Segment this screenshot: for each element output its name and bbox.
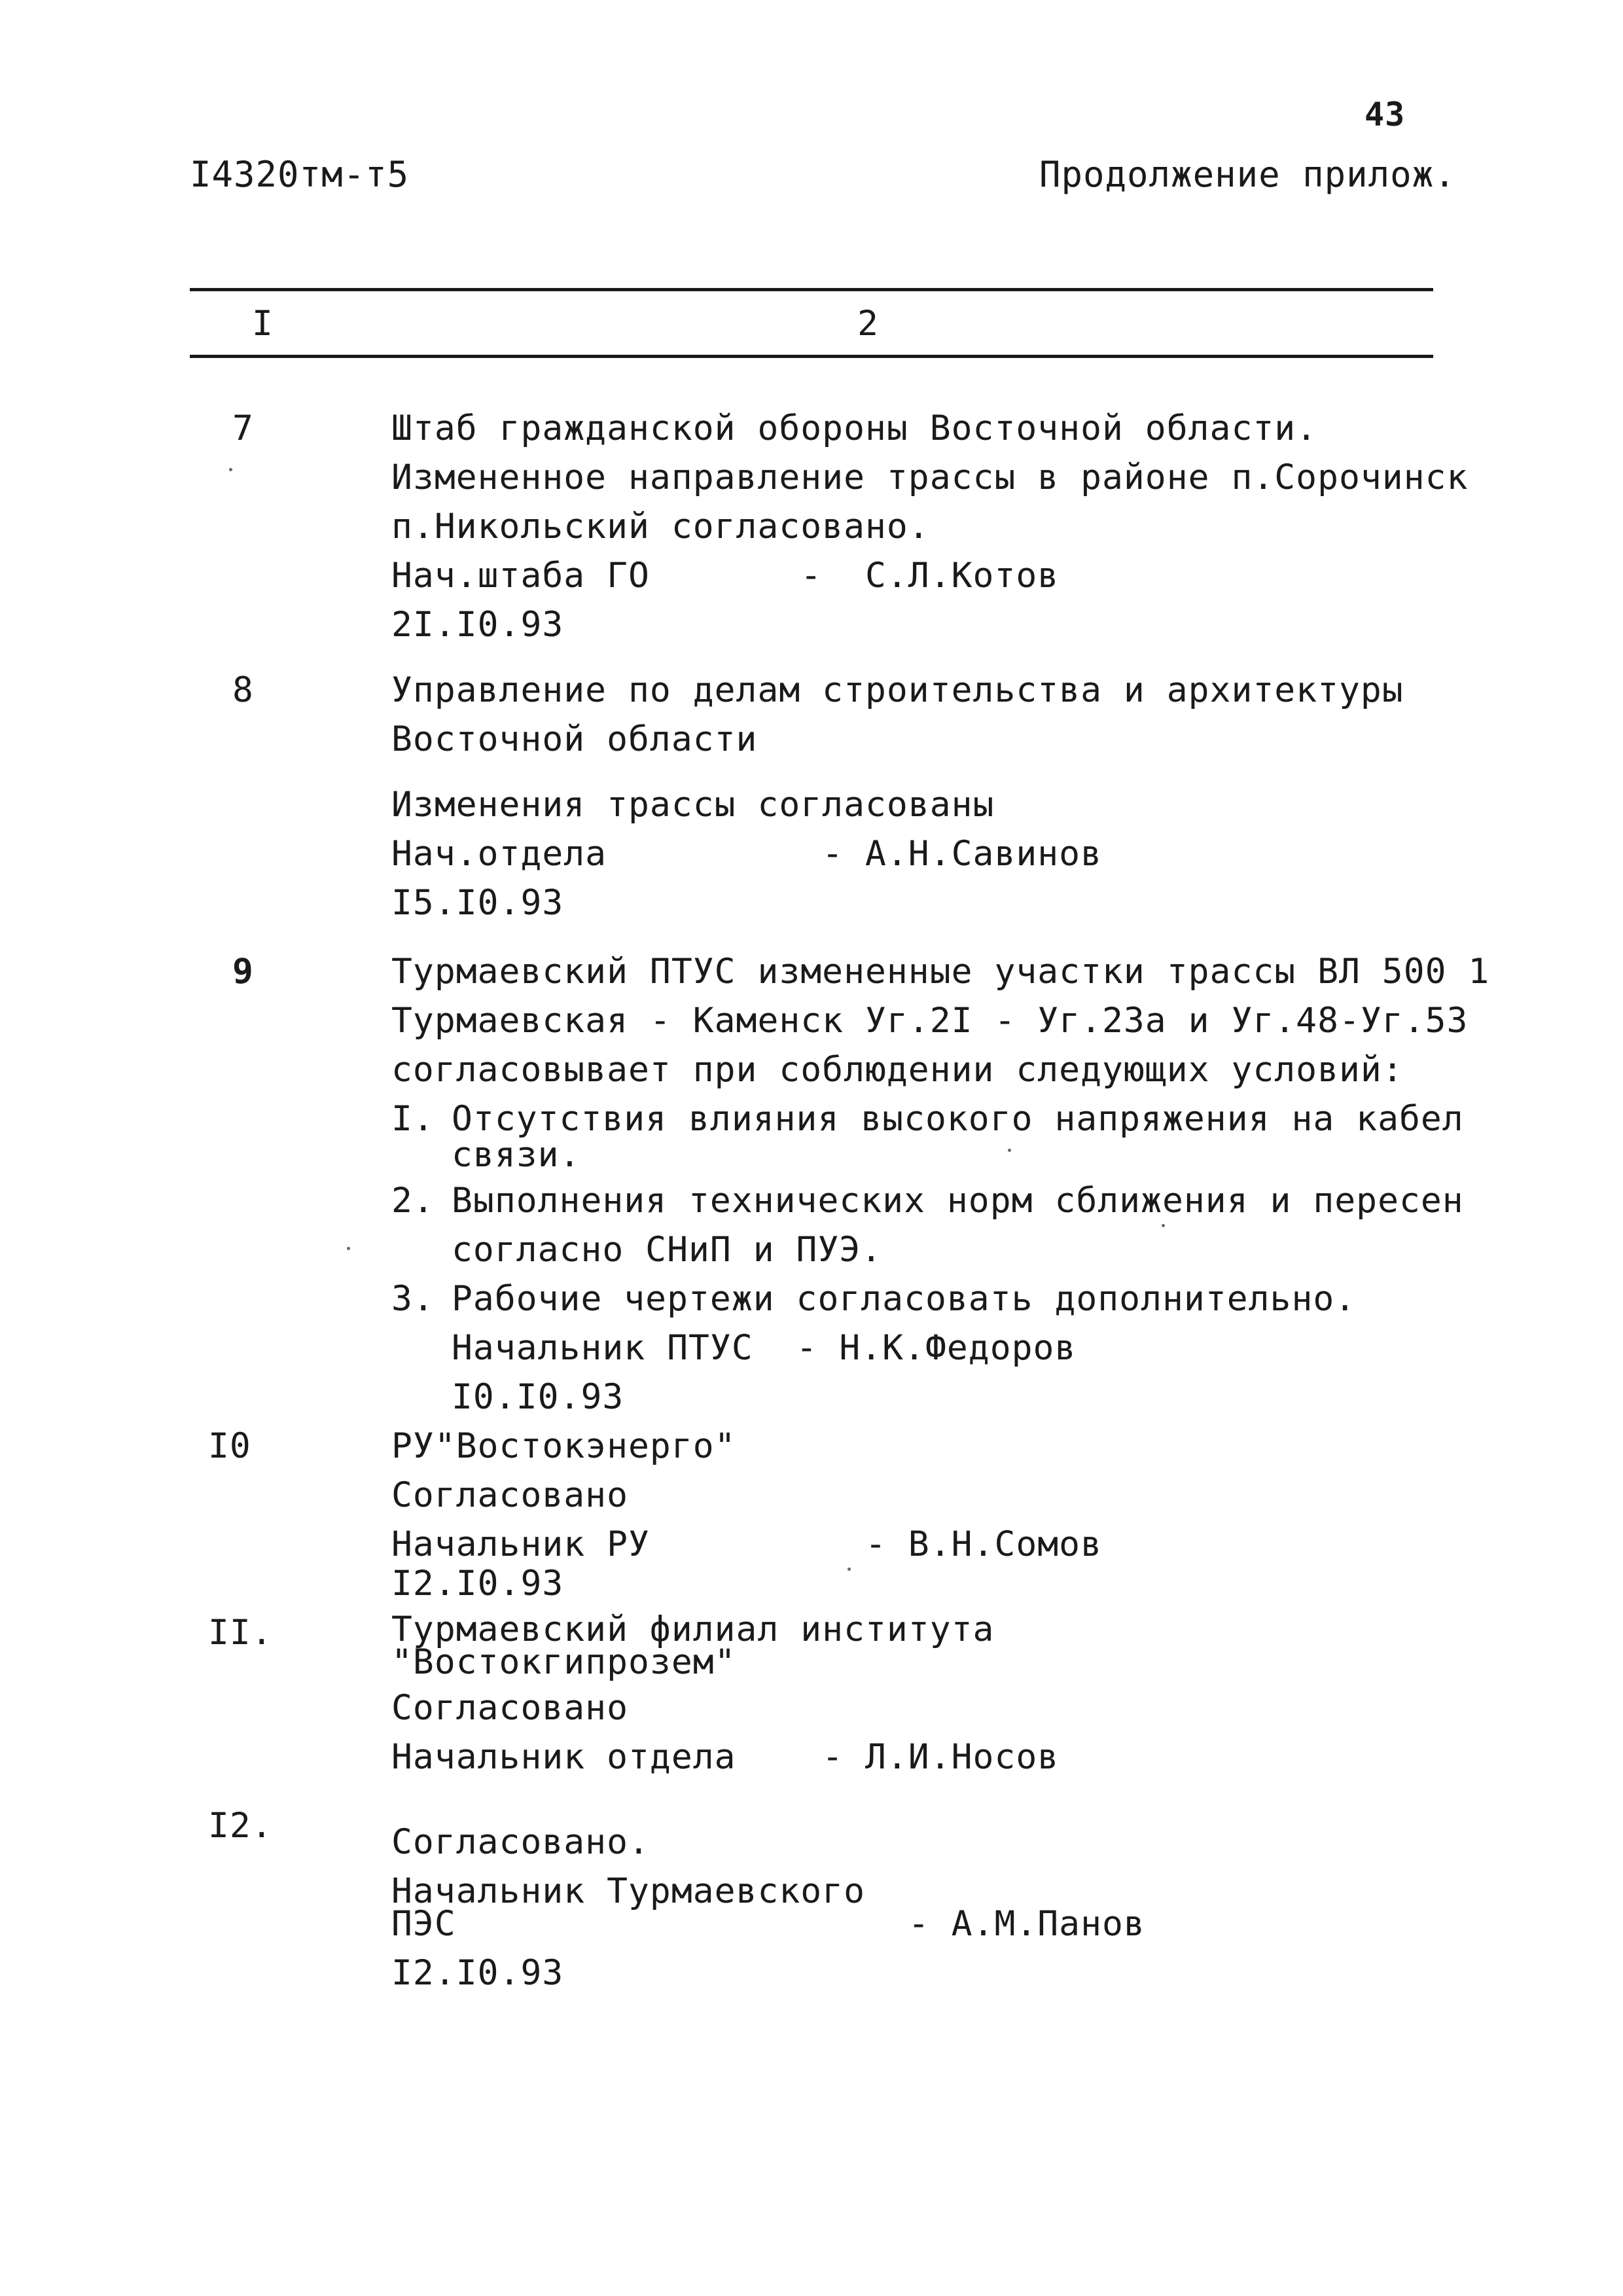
entry-line: Турмаевская - Каменск Уг.2I - Уг.23а и Уг.48-Уг.53 bbox=[391, 1001, 1469, 1041]
entry-signature: Начальник отдела - Л.И.Носов bbox=[391, 1737, 1060, 1777]
condition-line: Рабочие чертежи согласовать дополнительно. bbox=[452, 1279, 1357, 1319]
condition-number: I. bbox=[391, 1099, 435, 1139]
entry-number: I2. bbox=[208, 1806, 273, 1846]
entry-line: Изменения трассы согласованы bbox=[391, 785, 995, 825]
column-header-1: I bbox=[252, 304, 274, 344]
entry-line: Согласовано bbox=[391, 1475, 628, 1515]
column-header-2: 2 bbox=[857, 304, 879, 344]
entry-line: п.Никольский согласовано. bbox=[391, 507, 930, 547]
condition-number: 2. bbox=[391, 1181, 435, 1221]
condition-line: согласно СНиП и ПУЭ. bbox=[452, 1230, 883, 1270]
entry-signature: Начальник ПТУС - Н.К.Федоров bbox=[452, 1328, 1077, 1368]
entry-line: Восточной области bbox=[391, 719, 758, 759]
entry-date: I2.I0.93 bbox=[391, 1953, 564, 1993]
entry-signature: Нач.штаба ГО - С.Л.Котов bbox=[391, 556, 1060, 596]
entry-number: II. bbox=[208, 1613, 273, 1653]
scan-speck bbox=[1008, 1149, 1011, 1152]
entry-line: РУ"Востокэнерго" bbox=[391, 1426, 736, 1466]
entry-date: I2.I0.93 bbox=[391, 1564, 564, 1604]
entry-number: 7 bbox=[232, 408, 254, 448]
entry-line: Штаб гражданской обороны Восточной области. bbox=[391, 408, 1318, 448]
condition-number: 3. bbox=[391, 1279, 435, 1319]
page-number: 43 bbox=[1364, 96, 1406, 134]
entry-line: согласовывает при соблюдении следующих условий: bbox=[391, 1050, 1404, 1090]
scan-speck bbox=[847, 1568, 851, 1571]
entry-number: 8 bbox=[232, 670, 254, 710]
entry-line: Согласовано. bbox=[391, 1822, 650, 1862]
entry-date: I5.I0.93 bbox=[391, 883, 564, 923]
entry-signature: ПЭС - А.М.Панов bbox=[391, 1904, 1145, 1944]
entry-line: Турмаевский филиал института bbox=[391, 1609, 995, 1649]
condition-line: Выполнения технических норм сближения и пересен bbox=[452, 1181, 1464, 1221]
entry-date: 2I.I0.93 bbox=[391, 605, 564, 645]
table-top-rule bbox=[190, 288, 1433, 291]
entry-line: "Востокгипрозем" bbox=[391, 1642, 736, 1682]
scan-speck bbox=[347, 1247, 350, 1250]
entry-line: Управление по делам строительства и архитектуры bbox=[391, 670, 1404, 710]
entry-date: I0.I0.93 bbox=[452, 1377, 624, 1417]
condition-line: связи. bbox=[452, 1135, 581, 1175]
condition-line: Отсутствия влияния высокого напряжения на кабел bbox=[452, 1099, 1464, 1139]
entry-signature: Нач.отдела - А.Н.Савинов bbox=[391, 834, 1102, 874]
entry-number: I0 bbox=[208, 1426, 251, 1466]
entry-signature: Начальник РУ - В.Н.Сомов bbox=[391, 1524, 1102, 1564]
continuation-label: Продолжение прилож. bbox=[1039, 154, 1456, 195]
document-code: I4320тм-т5 bbox=[190, 154, 410, 195]
scan-speck bbox=[1162, 1224, 1165, 1227]
entry-line: Начальник Турмаевского bbox=[391, 1871, 865, 1911]
scan-speck bbox=[229, 468, 232, 471]
entry-line: Турмаевский ПТУС измененные участки трассы ВЛ 500 1 bbox=[391, 952, 1490, 992]
entry-line: Измененное направление трассы в районе п.Сорочинск bbox=[391, 457, 1469, 497]
table-header-rule bbox=[190, 355, 1433, 358]
entry-number: 9 bbox=[232, 952, 254, 992]
entry-line: Согласовано bbox=[391, 1688, 628, 1728]
